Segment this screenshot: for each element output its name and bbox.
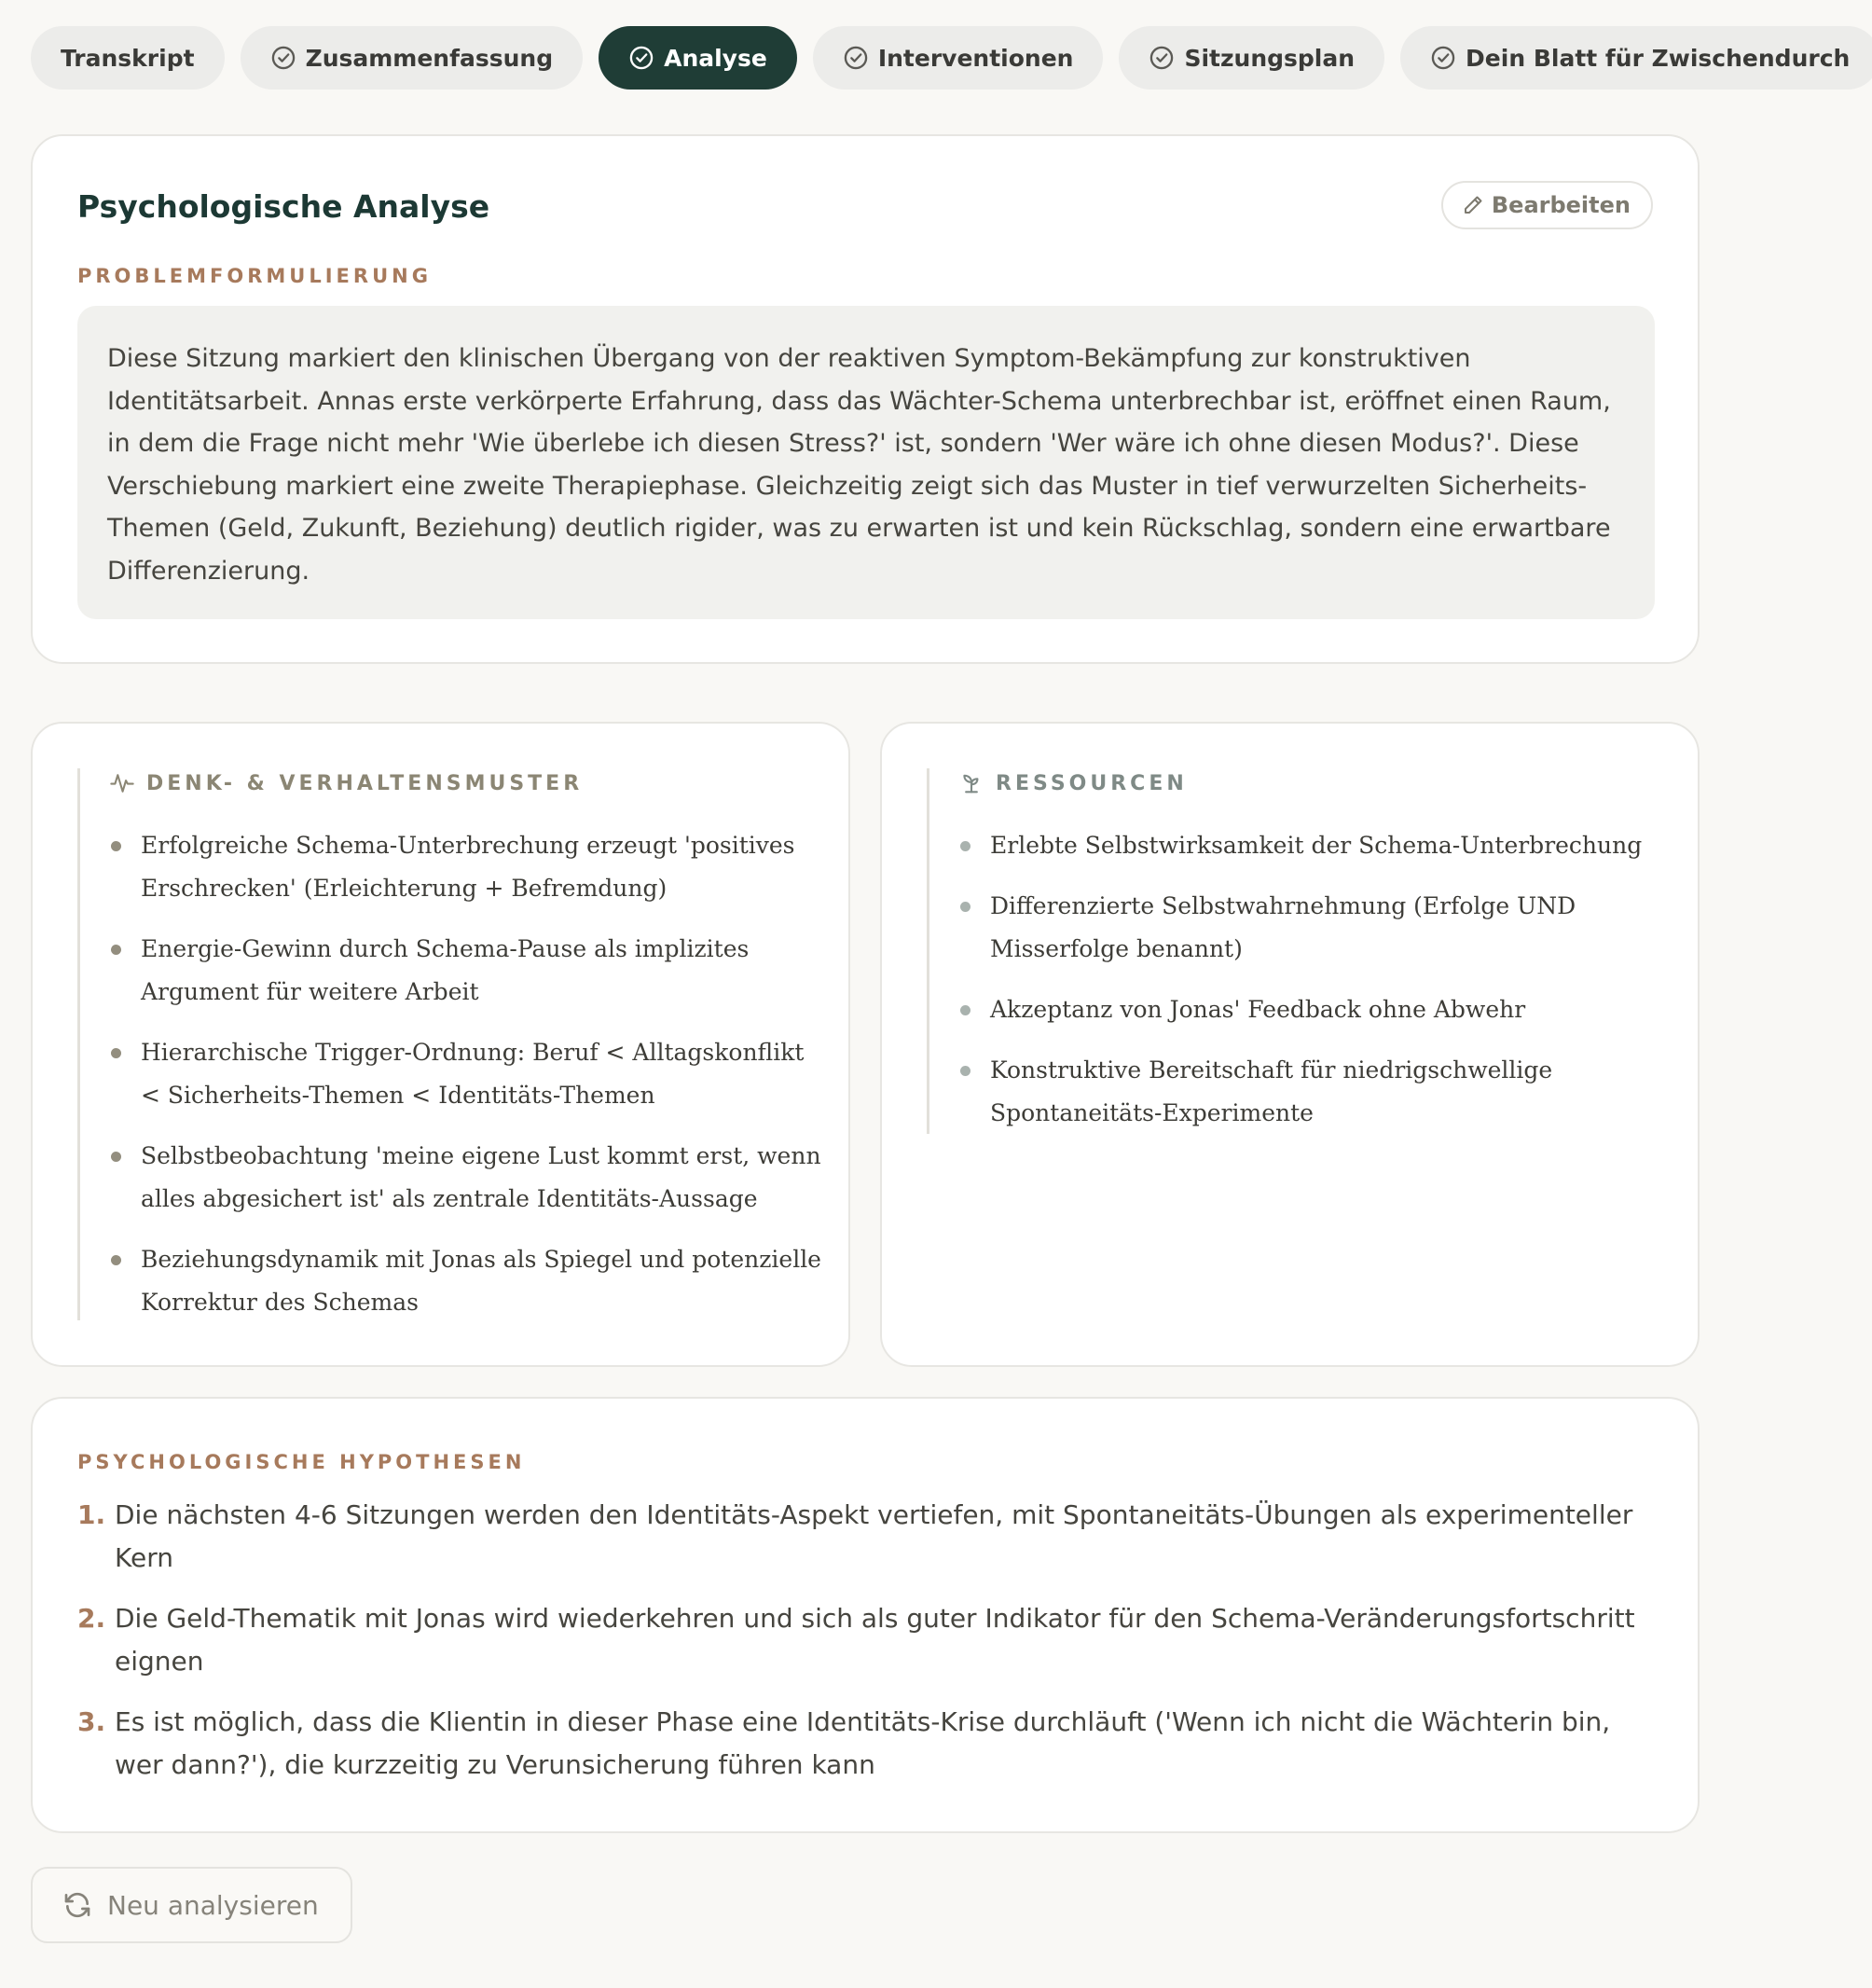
list-item: Erfolgreiche Schema-Unterbrechung erzeugt 'positives Erschrecken' (Erleichterung + Befremdung) (109, 824, 827, 910)
check-circle-icon (270, 45, 296, 71)
analysis-card (31, 134, 1700, 664)
analysis-view (31, 26, 1851, 1921)
edit-button-label: Bearbeiten (1491, 192, 1631, 218)
tab-blatt-zwischendurch[interactable] (1400, 26, 1872, 90)
list-item-text: Es ist möglich, dass die Klientin in dieser Phase eine Identitäts-Krise durchläuft ('Wenn ich nicht die Wächterin bin, wer dann?'), die kurzzeitig zu Verunsicherung führen kann (115, 1706, 1611, 1780)
list-item (77, 1701, 1662, 1787)
list-item: Selbstbeobachtung 'meine eigene Lust kommt erst, wenn alles abgesichert ist' als zentrale Identitäts-Aussage (109, 1135, 827, 1221)
tab-label: Analyse (664, 44, 767, 72)
list-number: 3. (77, 1706, 106, 1737)
pencil-icon (1462, 194, 1484, 216)
problem-heading: PROBLEMFORMULIERUNG (77, 265, 432, 287)
check-circle-icon (1149, 45, 1175, 71)
tab-label: Transkript (61, 44, 195, 72)
patterns-heading (109, 770, 583, 796)
reanalyze-button[interactable] (31, 1867, 352, 1943)
list-item: Akzeptanz von Jonas' Feedback ohne Abwehr (958, 988, 1676, 1031)
tab-analyse[interactable] (599, 26, 797, 90)
check-circle-icon (1430, 45, 1456, 71)
hypotheses-heading: PSYCHOLOGISCHE HYPOTHESEN (77, 1451, 526, 1473)
list-item: Erlebte Selbstwirksamkeit der Schema-Unterbrechung (958, 824, 1676, 867)
hypotheses-list (77, 1494, 1662, 1804)
tab-interventionen[interactable] (813, 26, 1104, 90)
patterns-card (31, 722, 850, 1367)
column-divider (77, 768, 80, 1320)
check-circle-icon (628, 45, 654, 71)
tab-label: Sitzungsplan (1184, 44, 1356, 72)
tab-sitzungsplan[interactable] (1119, 26, 1384, 90)
resources-list (958, 824, 1676, 1153)
tab-bar (31, 26, 1851, 90)
tab-label: Interventionen (877, 44, 1074, 72)
resources-heading (958, 770, 1188, 796)
reanalyze-label: Neu analysieren (107, 1889, 319, 1921)
list-item: Energie-Gewinn durch Schema-Pause als implizites Argument für weitere Arbeit (109, 928, 827, 1014)
tab-label: Dein Blatt für Zwischendurch (1466, 44, 1851, 72)
list-item: Beziehungsdynamik mit Jonas als Spiegel und potenzielle Korrektur des Schemas (109, 1238, 827, 1324)
list-item: Differenzierte Selbstwahrnehmung (Erfolge UND Misserfolge benannt) (958, 885, 1676, 971)
edit-button[interactable] (1441, 181, 1653, 229)
list-item (77, 1597, 1662, 1683)
tab-transkript[interactable] (31, 26, 225, 90)
check-circle-icon (843, 45, 869, 71)
activity-icon (109, 770, 135, 796)
refresh-icon (62, 1890, 92, 1920)
problem-text: Diese Sitzung markiert den klinischen Übergang von der reaktiven Symptom-Bekämpfung zur konstruktiven Identitätsarbeit. Annas erste verkörperte Erfahrung, dass das Wächter-Schema unterbrechbar ist, eröffnet einen Raum, in dem die Frage nicht mehr 'Wie überlebe ich diesen Stress?' ist, sondern 'Wer wäre ich ohne diesen Modus?'. Diese Verschiebung markiert eine zweite Therapiephase. Gleichzeitig zeigt sich das Muster in tief verwurzelten Sicherheits-Themen (Geld, Zukunft, Beziehung) deutlich rigider, was zu erwarten ist und kein Rückschlag, sondern eine erwartbare Differenzierung. (77, 306, 1655, 619)
column-divider (927, 768, 929, 1134)
list-item: Konstruktive Bereitschaft für niedrigschwellige Spontaneitäts-Experimente (958, 1049, 1676, 1135)
list-number: 2. (77, 1603, 106, 1634)
resources-heading-label: RESSOURCEN (996, 771, 1188, 795)
tab-zusammenfassung[interactable] (241, 26, 584, 90)
hypotheses-card (31, 1397, 1700, 1833)
tab-label: Zusammenfassung (305, 44, 554, 72)
patterns-heading-label: DENK- & VERHALTENSMUSTER (146, 771, 584, 795)
page-title: Psychologische Analyse (77, 188, 490, 225)
list-number: 1. (77, 1499, 106, 1530)
list-item (77, 1494, 1662, 1580)
sprout-icon (958, 770, 984, 796)
patterns-list (109, 824, 827, 1342)
list-item-text: Die Geld-Thematik mit Jonas wird wiederkehren und sich als guter Indikator für den Schema-Veränderungsfortschritt eignen (115, 1603, 1635, 1677)
resources-card (880, 722, 1700, 1367)
list-item: Hierarchische Trigger-Ordnung: Beruf < Alltagskonflikt < Sicherheits-Themen < Identitäts-Themen (109, 1031, 827, 1117)
list-item-text: Die nächsten 4-6 Sitzungen werden den Identitäts-Aspekt vertiefen, mit Spontaneitäts-Übungen als experimenteller Kern (115, 1499, 1633, 1573)
